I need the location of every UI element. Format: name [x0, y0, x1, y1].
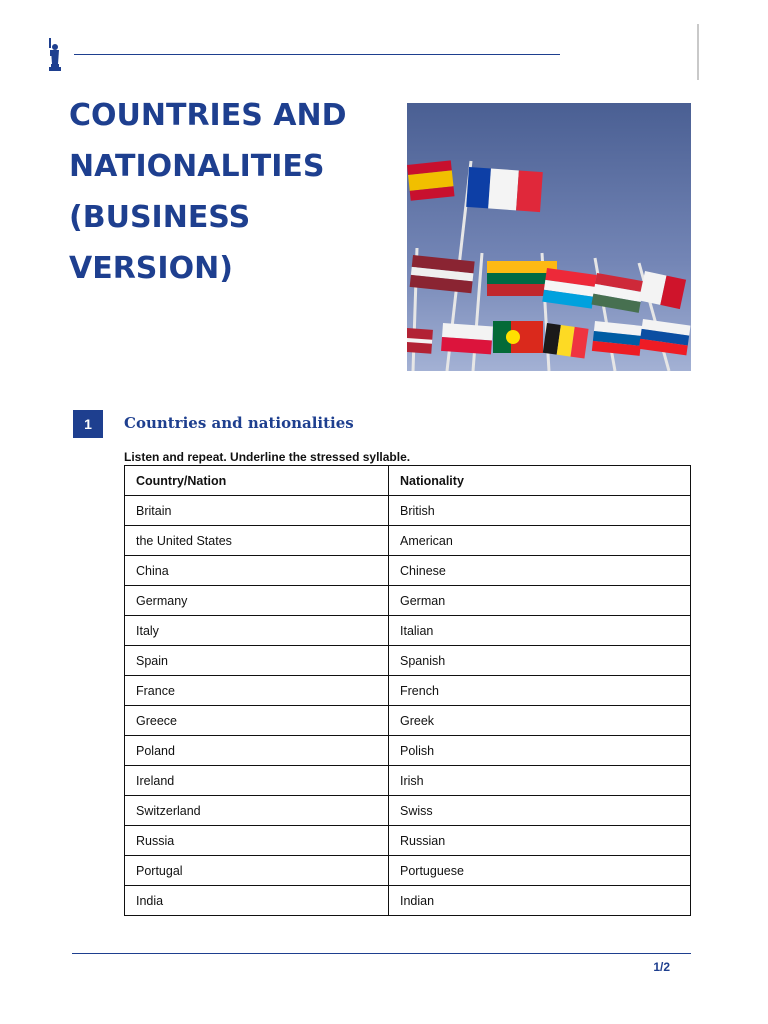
table-header-row — [125, 466, 691, 496]
table-row — [125, 736, 691, 766]
table-row — [125, 856, 691, 886]
country-cell: Germany — [125, 586, 389, 616]
country-cell: Switzerland — [125, 796, 389, 826]
nationality-cell: Russian — [389, 826, 691, 856]
table-row — [125, 586, 691, 616]
table-row — [125, 826, 691, 856]
table-row — [125, 796, 691, 826]
nationality-cell: Spanish — [389, 646, 691, 676]
column-header-nationality: Nationality — [389, 466, 691, 496]
page-title — [69, 90, 389, 294]
countries-nationalities-table — [124, 465, 691, 916]
nationality-cell: Polish — [389, 736, 691, 766]
table-row — [125, 556, 691, 586]
country-cell: Poland — [125, 736, 389, 766]
section-number-badge: 1 — [73, 410, 103, 438]
table-row — [125, 886, 691, 916]
country-cell: Greece — [125, 706, 389, 736]
title-line: NATIONALITIES — [69, 149, 325, 184]
header-side-bar — [697, 24, 699, 80]
country-cell: Portugal — [125, 856, 389, 886]
exercise-instruction: Listen and repeat. Underline the stressed syllable. — [124, 450, 411, 464]
nationality-cell: German — [389, 586, 691, 616]
nationality-cell: British — [389, 496, 691, 526]
country-cell: Russia — [125, 826, 389, 856]
page-number: 1/2 — [653, 960, 670, 974]
country-cell: France — [125, 676, 389, 706]
table-row — [125, 526, 691, 556]
nationality-cell: Irish — [389, 766, 691, 796]
nationality-cell: Portuguese — [389, 856, 691, 886]
title-line: COUNTRIES AND — [69, 98, 347, 133]
table-row — [125, 676, 691, 706]
country-cell: Italy — [125, 616, 389, 646]
table-row — [125, 766, 691, 796]
table-row — [125, 496, 691, 526]
table-row — [125, 706, 691, 736]
statue-of-liberty-icon — [46, 38, 64, 72]
country-cell: India — [125, 886, 389, 916]
country-cell: Britain — [125, 496, 389, 526]
table-row — [125, 616, 691, 646]
footer-rule — [72, 953, 691, 954]
table-row — [125, 646, 691, 676]
country-cell: the United States — [125, 526, 389, 556]
title-line: VERSION) — [69, 251, 233, 286]
nationality-cell: Chinese — [389, 556, 691, 586]
title-line: (BUSINESS — [69, 200, 251, 235]
nationality-cell: Indian — [389, 886, 691, 916]
nationality-cell: Italian — [389, 616, 691, 646]
country-cell: Ireland — [125, 766, 389, 796]
country-cell: China — [125, 556, 389, 586]
nationality-cell: American — [389, 526, 691, 556]
nationality-cell: French — [389, 676, 691, 706]
header-rule — [74, 54, 560, 55]
nationality-cell: Greek — [389, 706, 691, 736]
section-title: Countries and nationalities — [124, 414, 354, 432]
nationality-cell: Swiss — [389, 796, 691, 826]
flags-photo — [407, 103, 691, 371]
country-cell: Spain — [125, 646, 389, 676]
column-header-country: Country/Nation — [125, 466, 389, 496]
